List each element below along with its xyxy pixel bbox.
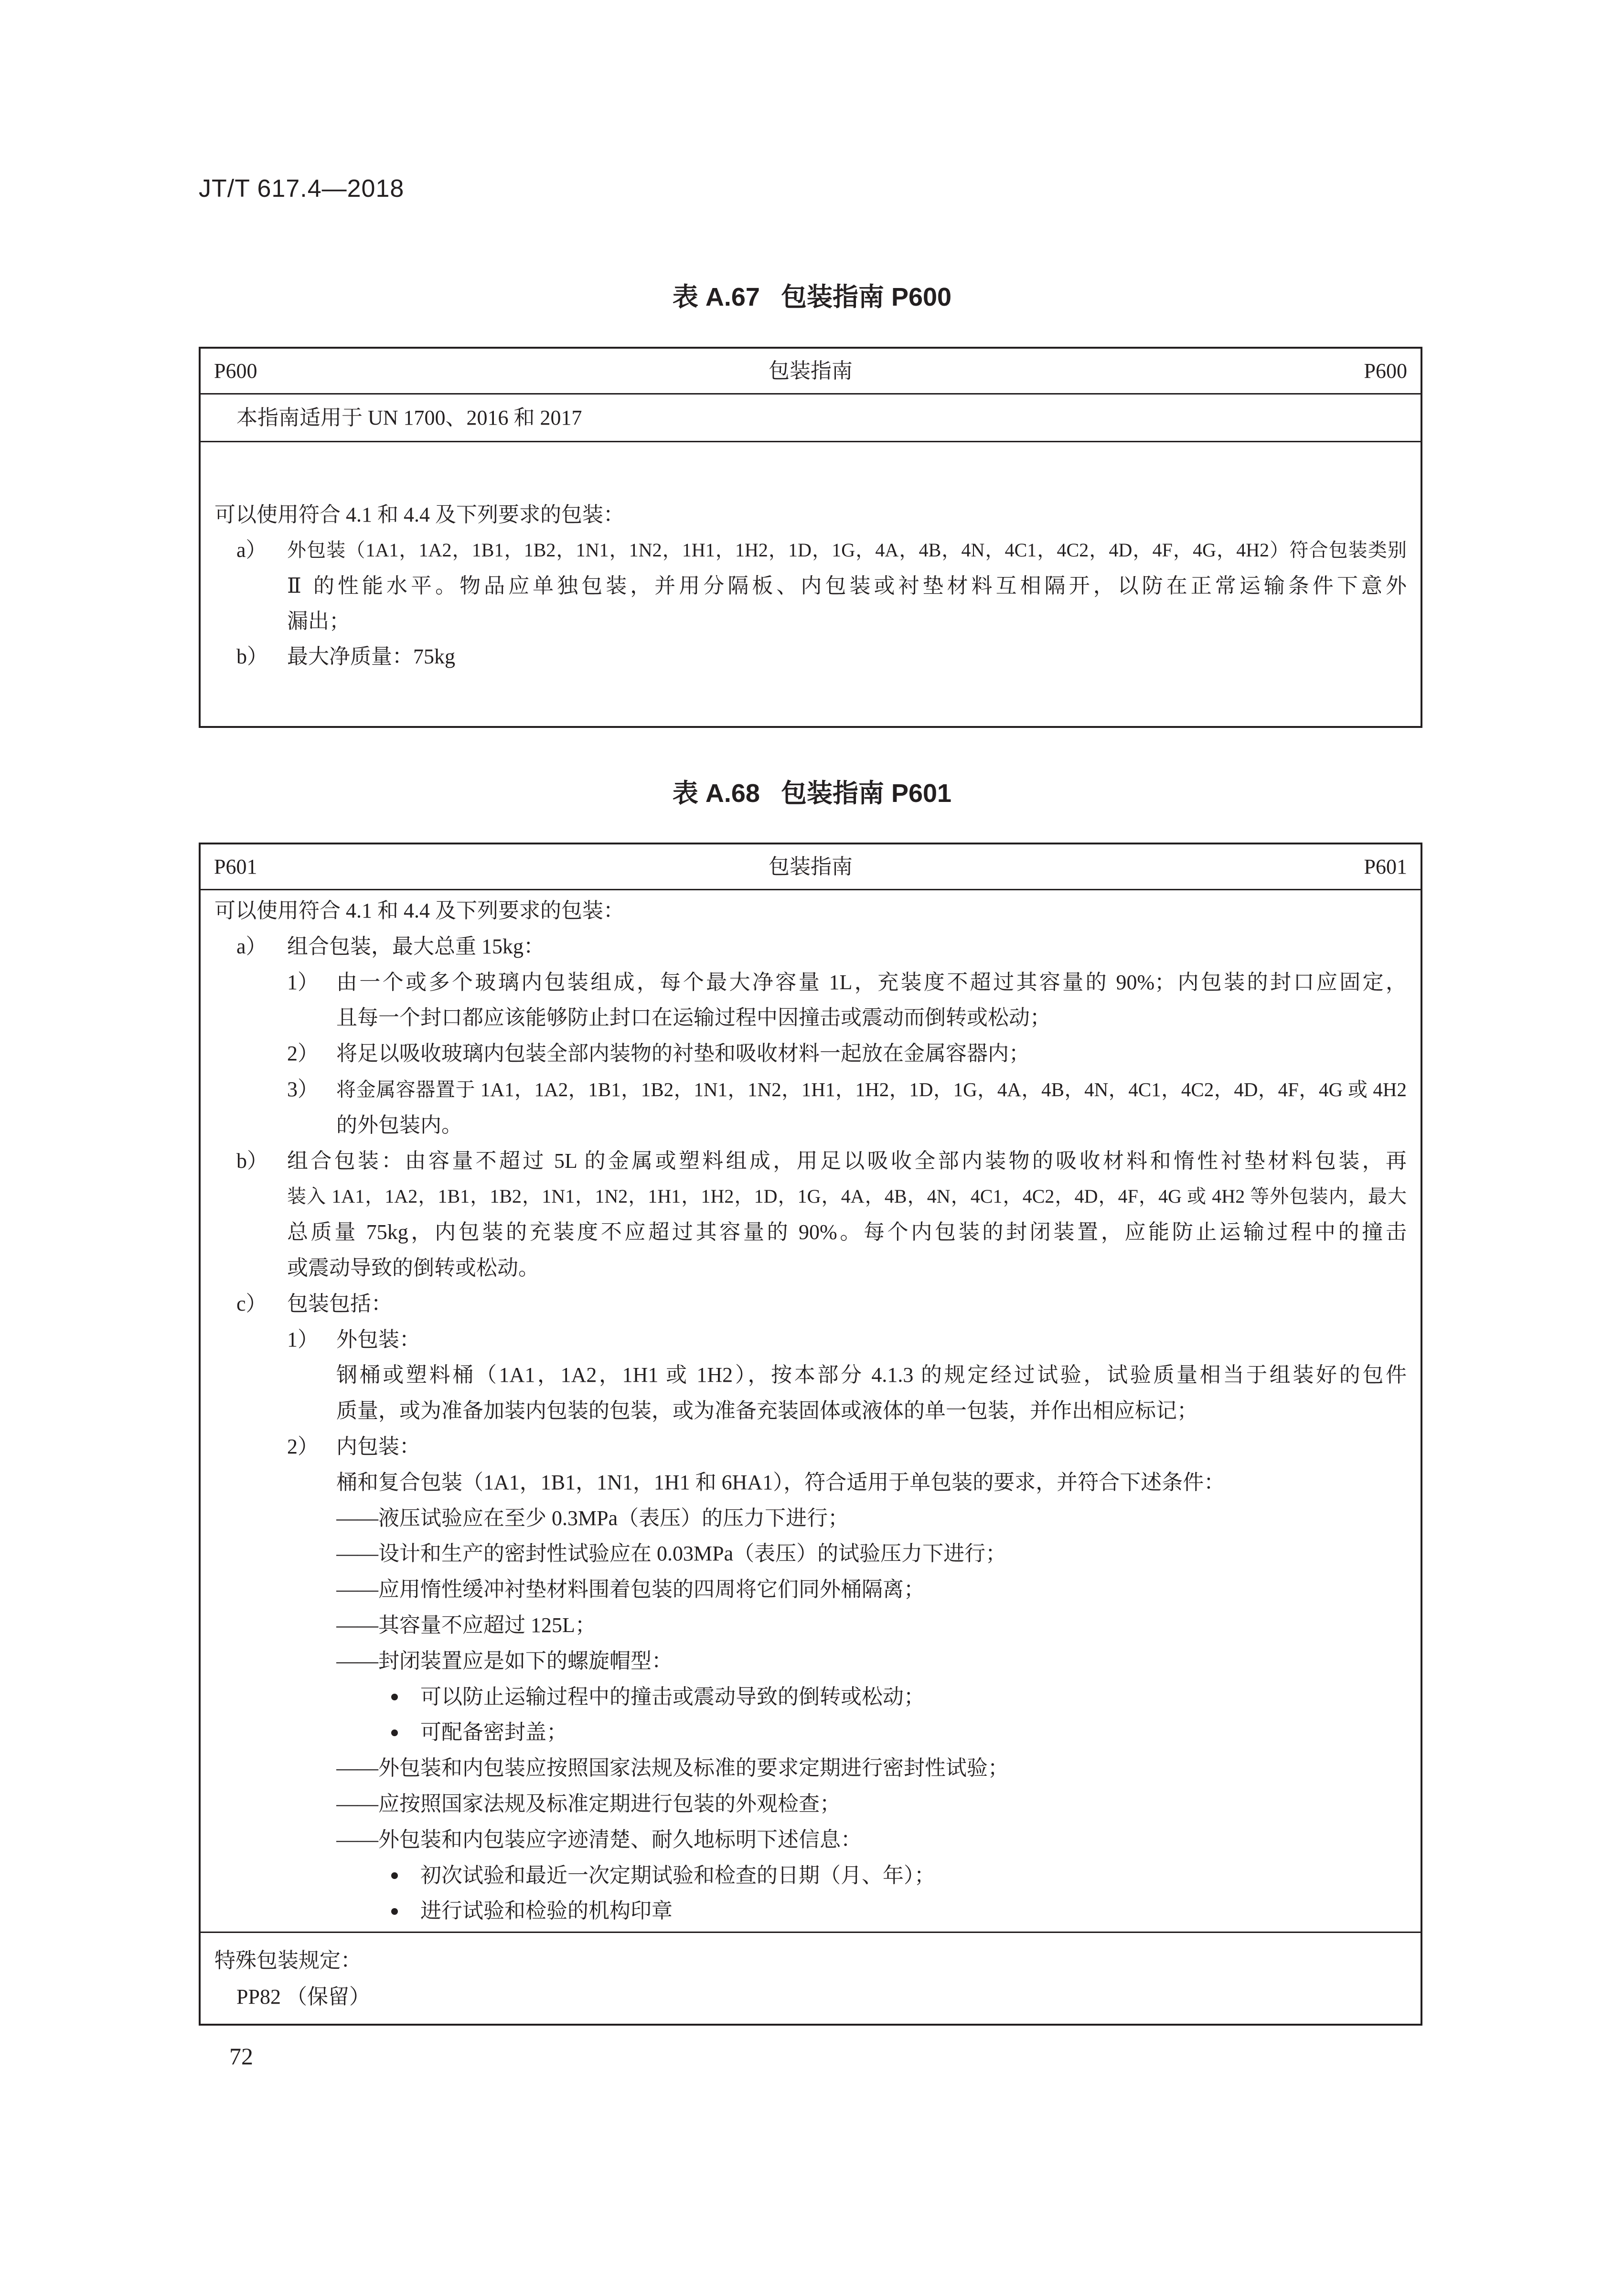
bullet-line xyxy=(214,1679,1407,1715)
bullet-line xyxy=(214,1893,1407,1929)
header-code-left: P601 xyxy=(214,855,257,878)
step-3-text: 将金属容器置于 1A1，1A2，1B1，1B2，1N1，1N2，1H1，1H2，1D，1G，4A，4B，4N，4C1，4C2，4D，4F，4G 或 4H2 xyxy=(336,1078,1407,1100)
step-3-line xyxy=(214,1108,1407,1143)
step-3-label: 3） xyxy=(287,1077,319,1101)
condition-text: ——其容量不应超过 125L； xyxy=(336,1613,596,1637)
item-c-label: c） xyxy=(236,1292,267,1315)
item-b-label: b） xyxy=(236,645,268,669)
inner-packaging-text: 桶和复合包装（1A1，1B1，1N1，1H1 和 6HA1），符合适用于单包装的要求，并符合下述条件： xyxy=(336,1470,1225,1494)
outer-packaging-line xyxy=(214,1322,1407,1358)
table-header-row xyxy=(201,349,1421,395)
caption-number: 表 A.67 xyxy=(672,283,760,311)
item-b-text: 装入 1A1，1A2，1B1，1B2，1N1，1N2，1H1，1H2，1D，1G，4A，4B，4N，4C1，4C2，4D，4F，4G 或 4H2 等外包装内，最大 xyxy=(287,1185,1407,1207)
table-header-row xyxy=(201,844,1421,890)
header-title: 包装指南 xyxy=(769,855,853,878)
item-b-line xyxy=(214,1215,1407,1250)
inner-packaging-label: 2） xyxy=(287,1434,319,1458)
item-a-text: Ⅱ 的性能水平。物品应单独包装，并用分隔板、内包装或衬垫材料互相隔开，以防在正常运输条件下意外 xyxy=(287,574,1407,598)
step-1-label: 1） xyxy=(287,970,319,994)
bullet-icon xyxy=(391,1694,398,1700)
condition-line xyxy=(214,1644,1407,1679)
condition-line xyxy=(214,1536,1407,1572)
header-code-left: P600 xyxy=(214,359,257,383)
table-a68-caption xyxy=(0,778,1624,809)
item-a-label: a） xyxy=(236,934,267,958)
item-b-text: 或震动导致的倒转或松动。 xyxy=(287,1256,539,1280)
item-b-line xyxy=(214,1250,1407,1286)
standard-code: JT/T 617.4—2018 xyxy=(199,175,405,203)
bullet-icon xyxy=(391,1908,398,1915)
step-3-text: 的外包装内。 xyxy=(336,1113,462,1137)
step-1-text: 且每一个封口都应该能够防止封口在运输过程中因撞击或震动而倒转或松动； xyxy=(336,1006,1051,1030)
special-provisions-item: PP82 （保留） xyxy=(236,1985,370,2008)
inspection-line xyxy=(214,1751,1407,1786)
bullet-icon xyxy=(391,1872,398,1879)
item-b-line xyxy=(214,1179,1407,1215)
requirements-row xyxy=(201,890,1421,1932)
bullet-text: 进行试验和检验的机构印章 xyxy=(420,1899,673,1923)
inspection-line xyxy=(214,1786,1407,1822)
header-title: 包装指南 xyxy=(769,359,853,383)
step-1-text: 由一个或多个玻璃内包装组成，每个最大净容量 1L，充装度不超过其容量的 90%；内包装的封口应固定， xyxy=(336,970,1407,994)
condition-text: ——设计和生产的密封性试验应在 0.03MPa（表压）的试验压力下进行； xyxy=(336,1542,1007,1566)
inner-packaging-title: 内包装： xyxy=(336,1434,420,1458)
bullet-icon xyxy=(391,1730,398,1736)
bullet-text: 可配备密封盖； xyxy=(420,1720,567,1744)
bullet-line xyxy=(214,1858,1407,1894)
bullet-text: 初次试验和最近一次定期试验和检查的日期（月、年）； xyxy=(420,1863,935,1887)
item-a-line xyxy=(214,533,1407,568)
caption-title: 包装指南 P601 xyxy=(780,779,952,808)
caption-number: 表 A.68 xyxy=(672,779,760,808)
item-a-line xyxy=(214,929,1407,965)
item-a-text: 外包装（1A1，1A2，1B1，1B2，1N1，1N2，1H1，1H2，1D，1G，4A，4B，4N，4C1，4C2，4D，4F，4G，4H2）符合包装类别 xyxy=(287,539,1407,561)
inspection-text: ——外包装和内包装应字迹清楚、耐久地标明下述信息： xyxy=(336,1827,862,1851)
requirements-row xyxy=(201,442,1421,674)
caption-title: 包装指南 P600 xyxy=(780,283,952,311)
item-a-text: 漏出； xyxy=(287,609,350,633)
special-provisions-row xyxy=(201,1932,1421,2015)
item-b-text: 组合包装：由容量不超过 5L 的金属或塑料组成，用足以吸收全部内装物的吸收材料和惰性衬垫材料包装，再 xyxy=(287,1149,1407,1173)
condition-line xyxy=(214,1608,1407,1644)
condition-text: ——封闭装置应是如下的螺旋帽型： xyxy=(336,1649,673,1673)
inner-packaging-line xyxy=(214,1429,1407,1465)
outer-packaging-line xyxy=(214,1393,1407,1429)
condition-line xyxy=(214,1572,1407,1608)
table-a67 xyxy=(199,347,1422,728)
item-a-text: 组合包装，最大总重 15kg： xyxy=(287,934,545,958)
header-code-right: P601 xyxy=(1364,855,1407,878)
outer-packaging-line xyxy=(214,1357,1407,1393)
bullet-line xyxy=(214,1715,1407,1751)
scope-text: 本指南适用于 UN 1700、2016 和 2017 xyxy=(236,406,582,429)
item-b-text: 最大净质量：75kg xyxy=(287,645,455,669)
item-b-label: b） xyxy=(236,1149,268,1173)
condition-line xyxy=(214,1501,1407,1537)
item-a-line xyxy=(214,604,1407,639)
outer-packaging-label: 1） xyxy=(287,1327,319,1351)
inspection-text: ——应按照国家法规及标准定期进行包装的外观检查； xyxy=(336,1792,841,1815)
step-1-line xyxy=(214,1000,1407,1036)
item-c-text: 包装包括： xyxy=(287,1292,392,1315)
inspection-text: ——外包装和内包装应按照国家法规及标准的要求定期进行密封性试验； xyxy=(336,1756,1009,1780)
special-provisions-item-line xyxy=(214,1979,1407,2015)
condition-text: ——液压试验应在至少 0.3MPa（表压）的压力下进行； xyxy=(336,1506,849,1530)
header-code-right: P600 xyxy=(1364,359,1407,383)
step-3-line xyxy=(214,1072,1407,1108)
outer-packaging-text: 质量，或为准备加装内包装的包装，或为准备充装固体或液体的单一包装，并作出相应标记； xyxy=(336,1399,1198,1423)
step-2-text: 将足以吸收玻璃内包装全部内装物的衬垫和吸收材料一起放在金属容器内； xyxy=(336,1042,1030,1066)
intro-line xyxy=(214,893,1407,929)
item-b-line xyxy=(214,1143,1407,1179)
item-c-line xyxy=(214,1286,1407,1322)
intro-line xyxy=(214,497,1407,533)
item-a-line xyxy=(214,568,1407,604)
scope-row xyxy=(201,395,1421,442)
inner-packaging-line xyxy=(214,1465,1407,1501)
item-a-label: a） xyxy=(236,538,267,562)
inspection-line xyxy=(214,1822,1407,1858)
step-1-line xyxy=(214,965,1407,1001)
special-provisions-title-line xyxy=(214,1943,1407,1979)
bullet-text: 可以防止运输过程中的撞击或震动导致的倒转或松动； xyxy=(420,1685,925,1708)
outer-packaging-title: 外包装： xyxy=(336,1327,420,1351)
outer-packaging-text: 钢桶或塑料桶（1A1，1A2，1H1 或 1H2），按本部分 4.1.3 的规定经过试验，试验质量相当于组装好的包件 xyxy=(336,1363,1407,1387)
step-2-line xyxy=(214,1036,1407,1072)
item-b-text: 总质量 75kg，内包装的充装度不应超过其容量的 90%。每个内包装的封闭装置，应能防止运输过程中的撞击 xyxy=(287,1220,1407,1244)
condition-text: ——应用惰性缓冲衬垫材料围着包装的四周将它们同外桶隔离； xyxy=(336,1578,925,1601)
table-a68 xyxy=(199,843,1422,2026)
special-provisions-title: 特殊包装规定： xyxy=(214,1949,362,1972)
page-number: 72 xyxy=(229,2043,253,2070)
intro-text: 可以使用符合 4.1 和 4.4 及下列要求的包装： xyxy=(214,503,624,526)
step-2-label: 2） xyxy=(287,1042,319,1066)
intro-text: 可以使用符合 4.1 和 4.4 及下列要求的包装： xyxy=(214,899,624,922)
item-b-line xyxy=(214,639,1407,674)
table-a67-caption xyxy=(0,282,1624,312)
